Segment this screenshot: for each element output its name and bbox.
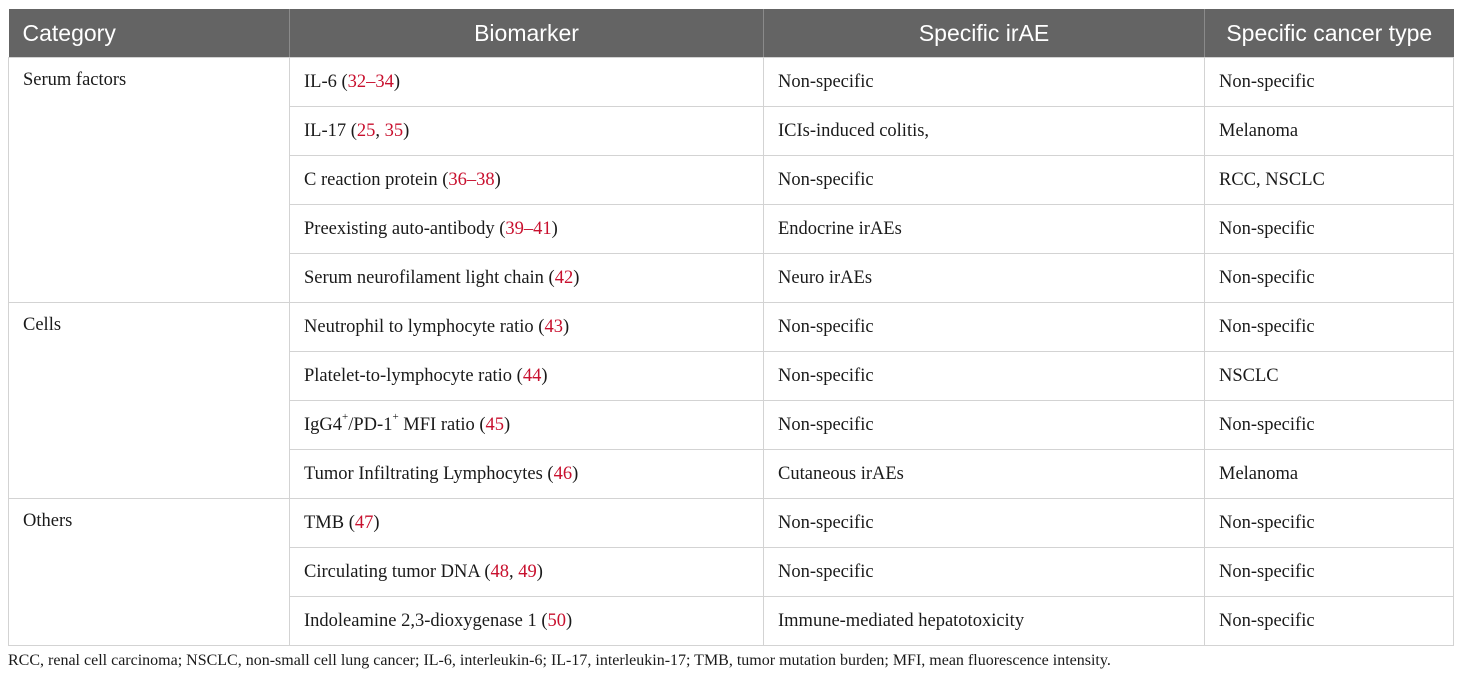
superscript: +: [392, 411, 399, 424]
specific-cancer-type-cell: Non-specific: [1205, 548, 1454, 597]
biomarker-cell: [290, 303, 764, 352]
table-header: [9, 9, 1454, 58]
biomarker-text: ): [573, 267, 580, 288]
biomarker-text: Indoleamine 2,3-dioxygenase 1 (: [304, 610, 548, 631]
specific-cancer-type-cell: Non-specific: [1205, 58, 1454, 107]
table-body: [9, 58, 1454, 646]
biomarker-text: Neutrophil to lymphocyte ratio (: [304, 316, 545, 337]
biomarker-text: ): [551, 218, 558, 239]
biomarker-cell: [290, 107, 764, 156]
biomarker-text: ): [541, 365, 548, 386]
specific-irae-cell: Neuro irAEs: [764, 254, 1205, 303]
specific-cancer-type-cell: RCC, NSCLC: [1205, 156, 1454, 205]
reference-link[interactable]: 44: [522, 365, 542, 386]
reference-link[interactable]: 49: [518, 561, 537, 582]
header-specific-irae: Specific irAE: [764, 9, 1205, 58]
biomarker-cell: [290, 401, 764, 450]
reference-link[interactable]: 47: [354, 512, 374, 533]
header-specific-cancer-type: Specific cancer type: [1205, 9, 1454, 58]
table-row: [9, 499, 1454, 548]
biomarker-text: ): [373, 512, 380, 533]
table-row: [9, 58, 1454, 107]
reference-link[interactable]: 32–34: [347, 71, 394, 92]
biomarker-cell: [290, 548, 764, 597]
reference-link[interactable]: 39–41: [505, 218, 552, 239]
biomarker-text: IL-6 (: [304, 71, 348, 92]
biomarker-text: Circulating tumor DNA (: [304, 561, 491, 582]
specific-irae-cell: Cutaneous irAEs: [764, 450, 1205, 499]
specific-irae-cell: Non-specific: [764, 303, 1205, 352]
biomarker-text: ): [494, 169, 501, 190]
biomarker-cell: [290, 254, 764, 303]
specific-cancer-type-cell: Non-specific: [1205, 499, 1454, 548]
specific-cancer-type-cell: Non-specific: [1205, 303, 1454, 352]
reference-link[interactable]: 50: [547, 610, 567, 631]
biomarker-text: ): [572, 463, 579, 484]
biomarker-table: [8, 9, 1454, 646]
specific-irae-cell: Non-specific: [764, 401, 1205, 450]
header-biomarker: Biomarker: [290, 9, 764, 58]
biomarker-cell: [290, 205, 764, 254]
specific-cancer-type-cell: Non-specific: [1205, 254, 1454, 303]
biomarker-text: MFI ratio (: [398, 414, 486, 435]
reference-link[interactable]: 48: [490, 561, 510, 582]
specific-cancer-type-cell: NSCLC: [1205, 352, 1454, 401]
biomarker-text: ): [536, 561, 543, 582]
biomarker-text: ): [566, 610, 573, 631]
biomarker-text: TMB (: [304, 512, 355, 533]
specific-irae-cell: Non-specific: [764, 548, 1205, 597]
biomarker-cell: [290, 58, 764, 107]
reference-link[interactable]: 25: [356, 120, 376, 141]
biomarker-cell: [290, 597, 764, 646]
biomarker-text: Platelet-to-lymphocyte ratio (: [304, 365, 523, 386]
specific-cancer-type-cell: Non-specific: [1205, 597, 1454, 646]
category-cell: Serum factors: [9, 58, 290, 303]
biomarker-cell: [290, 450, 764, 499]
biomarker-text: Tumor Infiltrating Lymphocytes (: [304, 463, 554, 484]
specific-cancer-type-cell: Non-specific: [1205, 401, 1454, 450]
reference-link[interactable]: 36–38: [448, 169, 495, 190]
biomarker-table-container: [8, 9, 1453, 646]
biomarker-cell: [290, 352, 764, 401]
reference-link[interactable]: 46: [553, 463, 573, 484]
biomarker-text: IL-17 (: [304, 120, 357, 141]
ref-separator: ,: [375, 120, 385, 141]
specific-cancer-type-cell: Non-specific: [1205, 205, 1454, 254]
reference-link[interactable]: 43: [544, 316, 563, 337]
specific-irae-cell: Non-specific: [764, 352, 1205, 401]
specific-cancer-type-cell: Melanoma: [1205, 107, 1454, 156]
reference-link[interactable]: 35: [384, 120, 404, 141]
reference-link[interactable]: 42: [554, 267, 574, 288]
biomarker-text: /PD-1: [348, 414, 393, 435]
header-category: Category: [9, 9, 290, 58]
specific-irae-cell: Non-specific: [764, 499, 1205, 548]
specific-irae-cell: Non-specific: [764, 156, 1205, 205]
biomarker-text: ): [504, 414, 511, 435]
table-row: [9, 303, 1454, 352]
ref-separator: ,: [509, 561, 519, 582]
specific-irae-cell: Endocrine irAEs: [764, 205, 1205, 254]
superscript: +: [342, 411, 349, 424]
specific-irae-cell: Immune-mediated hepatotoxicity: [764, 597, 1205, 646]
biomarker-text: C reaction protein (: [304, 169, 449, 190]
biomarker-cell: [290, 499, 764, 548]
reference-link[interactable]: 45: [485, 414, 505, 435]
biomarker-text: ): [393, 71, 401, 92]
specific-irae-cell: Non-specific: [764, 58, 1205, 107]
category-cell: Others: [9, 499, 290, 646]
biomarker-text: Serum neurofilament light chain (: [304, 267, 555, 288]
biomarker-cell: [290, 156, 764, 205]
biomarker-text: ): [562, 316, 570, 337]
biomarker-text: ): [403, 120, 410, 141]
specific-irae-cell: ICIs-induced colitis,: [764, 107, 1205, 156]
category-cell: Cells: [9, 303, 290, 499]
biomarker-text: Preexisting auto-antibody (: [304, 218, 506, 239]
specific-cancer-type-cell: Melanoma: [1205, 450, 1454, 499]
biomarker-text: IgG4: [304, 414, 343, 435]
table-footnote: RCC, renal cell carcinoma; NSCLC, non-small cell lung cancer; IL-6, interleukin-6; IL-17, interleukin-17; TMB, tumor mutation burden; MFI, mean fluorescence intensity.: [8, 652, 1111, 669]
